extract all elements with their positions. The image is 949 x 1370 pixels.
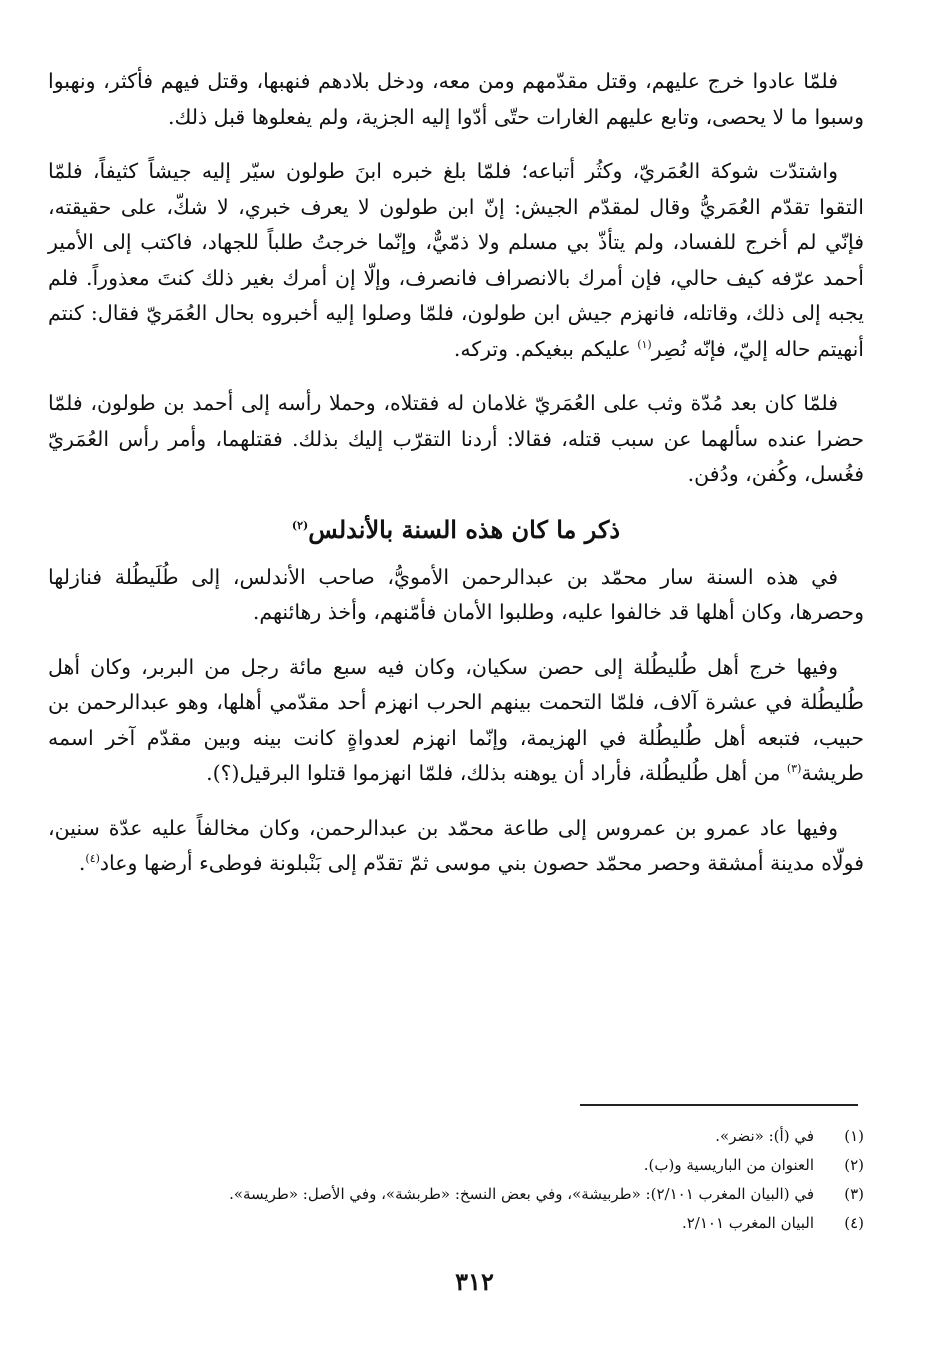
paragraph-5: وفيها خرج أهل طُليطُلة إلى حصن سكيان، وكان فيه سبع مائة رجل من البربر، وكان أهل طُليطُلة في عشرة آلاف، فلمّا التحمت بينهم الحرب انهزم أحد مقدّمي أهلها، وهو عبدالرحمن بن حبيب، فتبعه أهل طُليطُلة في الهزيمة، وإنّما انهزم لعدواةٍ كانت بينه وبين مقدّم آخر اسمه طريشة$^{(٣)}$ من أهل طُليطُلة، فأراد أن يوهنه بذلك، فلمّا انهزموا قتلوا البرقيل(؟). [48,654,864,785]
paragraph-6: وفيها عاد عمرو بن عمروس إلى طاعة محمّد بن عبدالرحمن، وكان مخالفاً عليه عدّة سنين، فولّاه مدينة أمشقة وحصر محمّد حصون بني موسى ثمّ تقدّم إلى بَنْبلونة فوطىء أرضها وعاد$^{(٤)}$. [48,815,864,875]
paragraph-4: في هذه السنة سار محمّد بن عبدالرحمن الأمويُّ، صاحب الأندلس، إلى طُلَيطُلة فنازلها وحصرها، وكان أهلها قد خالفوا عليه، وطلبوا الأمان فأمّنهم، وأخذ رهائنهم. [48,564,864,624]
footnote-4: (٤) البيان المغرب ٢/١٠١. [681,1214,864,1232]
page-number: ٣١٢ [455,1267,494,1296]
footnote-ref-1[interactable]: (١) [637,337,652,351]
footnote-1: (١) في (أ): «نضر». [715,1127,864,1145]
footnote-ref-2[interactable]: (٢) [291,518,309,532]
page-body [48,64,864,901]
footnote-ref-4[interactable]: (٤) [85,852,100,866]
footnotes [48,1122,864,1238]
footnote-3: (٣) في (البيان المغرب ٢/١٠١): «طربيشة»، وفي بعض النسخ: «طربشة»، وفي الأصل: «طريسة». [229,1185,864,1203]
footnote-divider [580,1104,858,1106]
section-heading: ذكر ما كان هذه السنة بالأندلس$^{(٢)}$ [291,514,621,544]
footnote-ref-3[interactable]: (٣) [786,762,802,776]
footnote-2: (٢) العنوان من الباريسية و(ب). [643,1156,864,1174]
paragraph-3: فلمّا كان بعد مُدّة وثب على العُمَريّ غلامان له فقتلاه، وحملا رأسه إلى أحمد بن طولون، فلمّا حضرا عنده سألهما عن سبب قتله، فقالا: أردنا التقرّب إليك بذلك. فقتلهما، وأمر رأس العُمَريّ فغُسل، وكُفن، ودُفن. [48,391,864,486]
paragraph-2: واشتدّت شوكة العُمَريّ، وكثُر أتباعه؛ فلمّا بلغ خبره ابنَ طولون سيّر إليه جيشاً كثيفاً، فلمّا التقوا تقدّم العُمَريُّ وقال لمقدّم الجيش: إنّ ابن طولون لا يعرف خبري، لا شكّ، على حقيقته، فإنّي لم أخرج للفساد، ولم يتأذّ بي مسلم ولا ذمّيٌّ، وإنّما خرجتُ طلباً للجهاد، فاكتب إلى الأمير أحمد عرّفه كيف حالي، فإن أمرك بالانصراف فانصرف، وإلّا إن أمرك بغير ذلك كنتَ معذوراً. فلم يجبه إلى ذلك، وقاتله، فانهزم جيش ابن طولون، فلمّا وصلوا إليه أخبروه بحال العُمَريّ فقال: كنتم أنهيتم حاله إليّ، فإنّه نُصِر$^{(١)}$ عليكم ببغيكم. وتركه. [48,159,864,361]
paragraph-1: فلمّا عادوا خرج عليهم، وقتل مقدّمهم ومن معه، ودخل بلادهم فنهبها، وقتل فيهم فأكثر، ونهبوا وسبوا ما لا يحصى، وتابع عليهم الغارات حتّى أدّوا إليه الجزية، ولم يفعلوها قبل ذلك. [48,69,864,129]
